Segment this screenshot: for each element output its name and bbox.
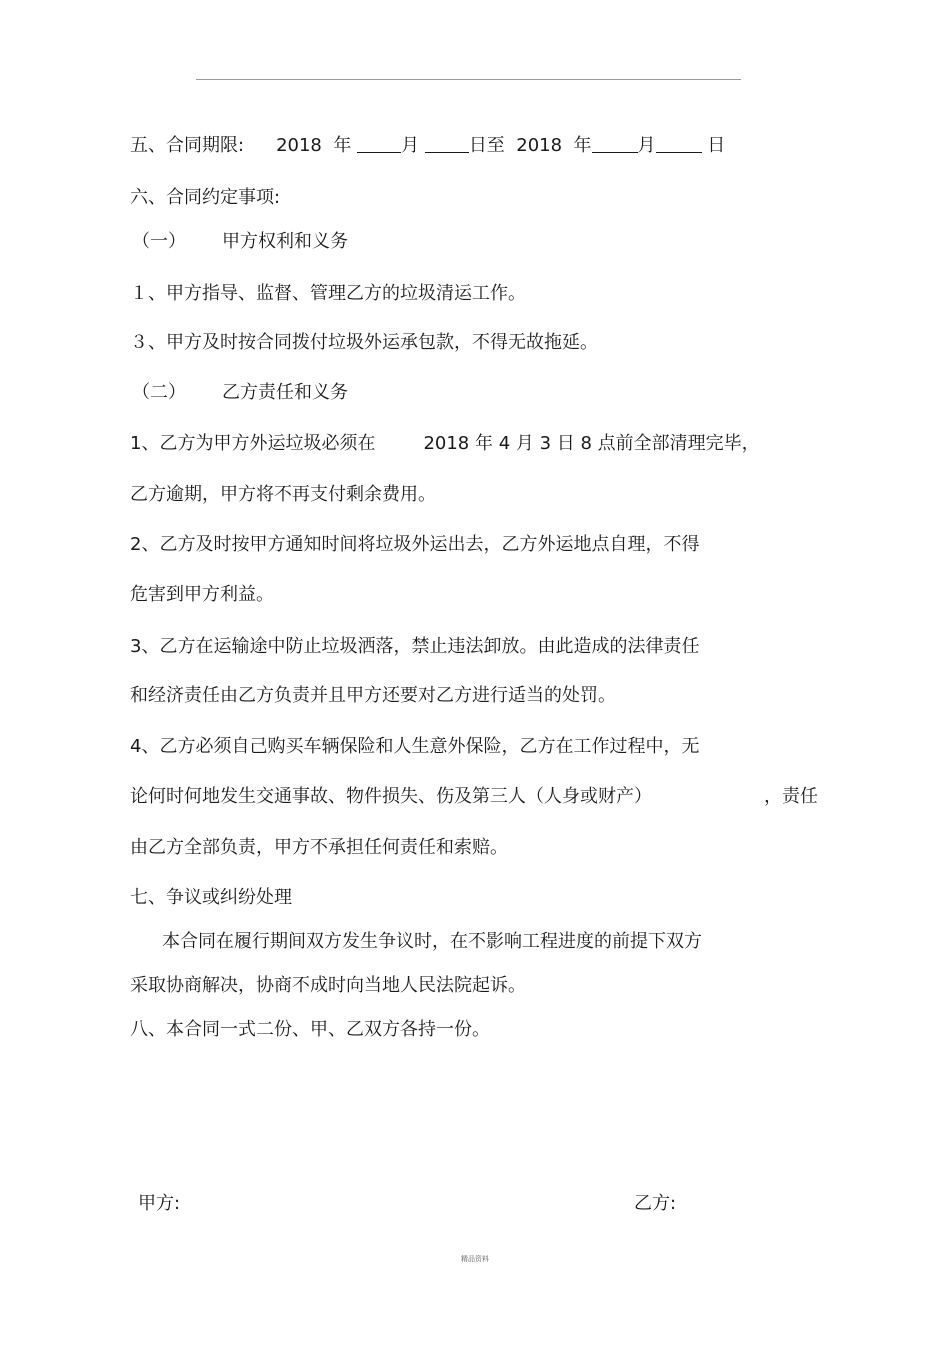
start-year: 2018 [276,135,322,156]
contract-term-line [130,133,725,159]
month-label-2: 月 [637,135,656,156]
party-b-clause-4-line-1: 4、乙方必须自己购买车辆保险和人生意外保险，乙方在工作过程中，无 [130,736,700,757]
day-to-label: 日至 [468,135,505,156]
party-b-heading [132,380,348,406]
party-b-clause-3-line-2: 和经济责任由乙方负责并且甲方还要对乙方进行适当的处罚。 [130,685,616,706]
party-b-clause-4-line-2-tail: ，责任 [764,786,818,807]
party-b-clause-4-line-3: 由乙方全部负责，甲方不承担任何责任和索赔。 [130,837,508,858]
contract-term-label: 五、合同期限: [130,135,245,156]
clause-1-text-a: 1、乙方为甲方外运垃圾必须在 [130,433,376,454]
year-label: 年 [333,135,352,156]
page-footer: 精品资料 [461,1255,489,1263]
end-month-blank [592,134,638,153]
party-b-clause-2-line-2: 危害到甲方利益。 [130,584,274,605]
party-b-clause-1-line-1 [130,431,760,457]
section-7-paragraph-line-2: 采取协商解决，协商不成时向当地人民法院起诉。 [130,975,526,996]
party-b-clause-4-line-2: 论何时何地发生交通事故、物件损失、伤及第三人（人身或财产） [130,786,652,807]
start-month-blank [357,134,401,153]
party-a-heading [132,229,348,255]
start-day-blank [425,134,469,153]
party-b-signature-label: 乙方: [634,1193,677,1214]
clause-1-text-b: 2018 年 4 月 3 日 8 点前全部清理完毕， [423,433,760,454]
end-day-blank [656,134,702,153]
section-7-paragraph-line-1: 本合同在履行期间双方发生争议时，在不影响工程进度的前提下双方 [162,931,702,952]
party-b-clause-3-line-1: 3、乙方在运输途中防止垃圾洒落，禁止违法卸放。由此造成的法律责任 [130,636,700,657]
year-label-2: 年 [573,135,592,156]
header-rule [196,79,741,80]
end-year: 2018 [516,135,563,156]
party-b-heading-title: 乙方责任和义务 [222,382,348,403]
party-a-heading-title: 甲方权利和义务 [222,231,348,252]
month-label: 月 [401,135,420,156]
section-6-heading: 六、合同约定事项: [130,187,281,208]
party-a-clause-1: １、甲方指导、监督、管理乙方的垃圾清运工作。 [130,283,526,304]
party-b-clause-1-line-2: 乙方逾期，甲方将不再支付剩余费用。 [130,484,436,505]
section-8-heading: 八、本合同一式二份、甲、乙双方各持一份。 [130,1019,490,1040]
party-a-clause-3: ３、甲方及时按合同拨付垃圾外运承包款，不得无故拖延。 [130,332,598,353]
day-label: 日 [707,135,726,156]
party-b-heading-number: （二） [132,382,186,403]
section-7-heading: 七、争议或纠纷处理 [130,887,292,908]
party-b-clause-2-line-1: 2、乙方及时按甲方通知时间将垃圾外运出去，乙方外运地点自理，不得 [130,534,700,555]
party-a-heading-number: （一） [132,231,186,252]
party-a-signature-label: 甲方: [138,1193,181,1214]
